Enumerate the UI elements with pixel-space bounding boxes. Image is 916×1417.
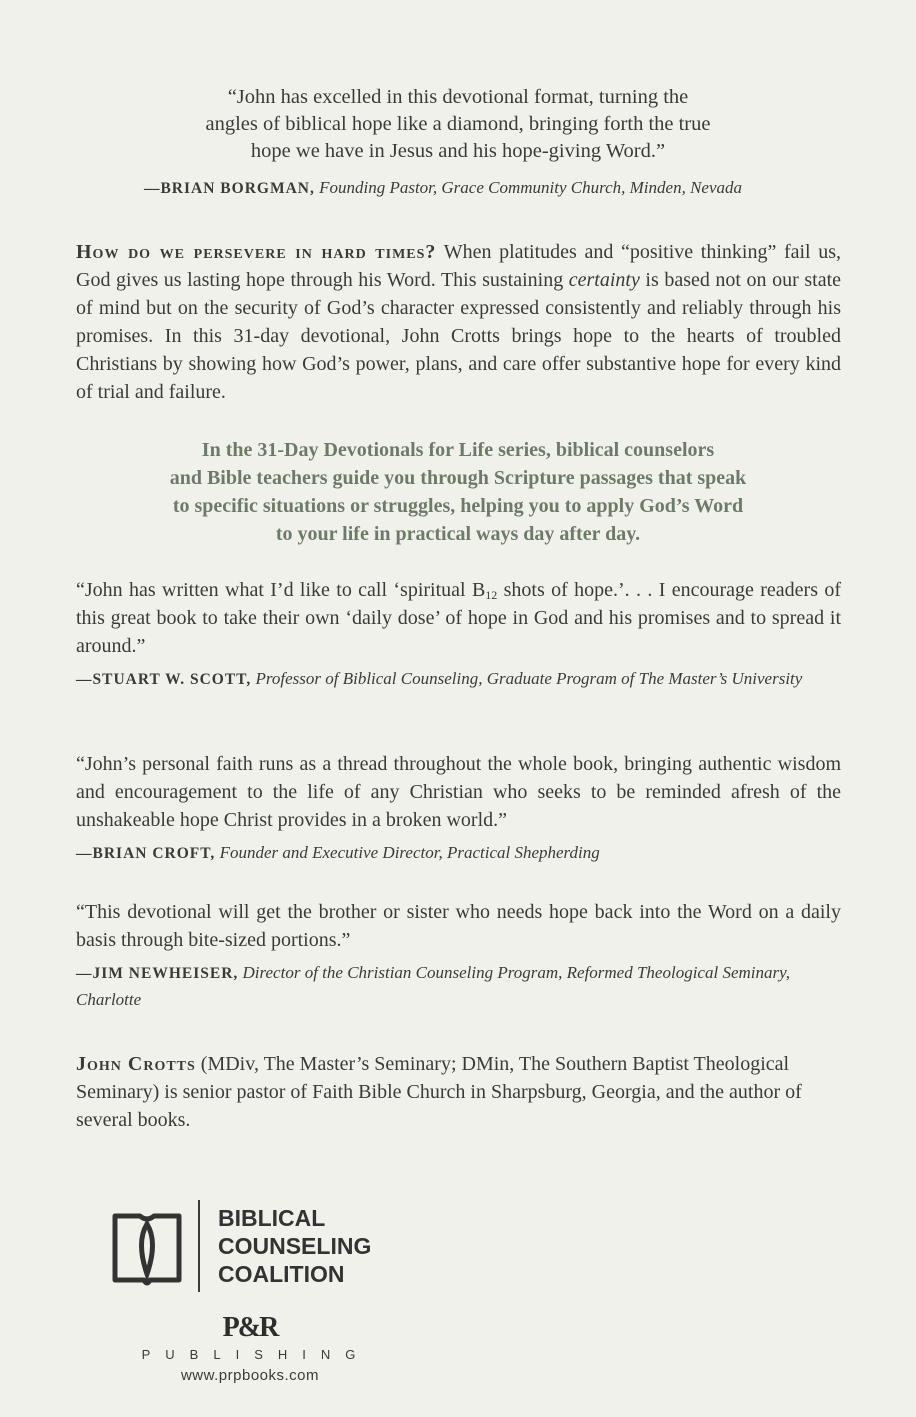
series-line: to your life in practical ways day after day. [275,523,641,545]
bcc-line: COALITION [218,1261,345,1287]
quote-text: shots of hope.’. . . I encourage readers of this great book to take their own ‘daily dose’ of hope in God and his promises and to spread it around.” [76,579,841,657]
top-endorsement-quote [120,84,796,165]
description-lead: How do we persevere in hard times? [76,241,437,263]
bcc-name [218,1204,371,1288]
bcc-line: BIBLICAL [218,1205,326,1231]
publisher-block [110,1314,390,1384]
quote-line: angles of biblical hope like a diamond, bringing forth the true [205,113,711,135]
open-book-icon [112,1208,182,1288]
endorsement [76,576,841,693]
endorsement-quote: “John’s personal faith runs as a thread throughout the whole book, bringing authentic wisdom and encouragement to the life of any Christian who seeks to be reminded afresh of the unshakeable hope Christ provides in a broken world.” [76,753,841,831]
top-endorsement-attribution [40,176,846,201]
endorser-name: —BRIAN BORGMAN, [143,180,315,197]
series-note [100,436,816,548]
subscript: 12 [485,588,498,602]
endorser-name: —JIM NEWHEISER, [76,965,239,982]
publisher-label: PUBLISHING [141,1347,371,1362]
publisher-url: www.prpbooks.com [180,1367,320,1384]
logo-divider [198,1200,200,1292]
endorsement [76,750,841,867]
endorsement-attribution [76,840,841,867]
quote-text: “John has written what I’d like to call ‘spiritual B [76,579,486,601]
series-line: to specific situations or struggles, helping you to apply God’s Word [172,495,744,517]
bcc-logo [112,1200,412,1295]
author-bio-text: (MDiv, The Master’s Seminary; DMin, The Southern Baptist Theological Seminary) is senior pastor of Faith Bible Church in Sharpsburg, Georgia, and the author of several books. [76,1053,802,1131]
endorsement-attribution [76,960,841,1013]
bcc-line: COUNSELING [218,1233,372,1259]
endorser-role: Founding Pastor, Grace Community Church, Minden, Nevada [319,178,743,197]
description-text: is based not on our state of mind but on the security of God’s character expressed consistently and reliably through his promises. In this 31-day devotional, John Crotts brings hope to the hearts of troubled Christians by showing how God’s power, plans, and care offer substantive hope for every kind of trial and failure. [76,269,842,403]
book-description [76,238,841,406]
author-bio [76,1050,841,1134]
description-text: When platitudes and “positive thinking” fail us, God gives us lasting hope through his Word. This sustaining [76,241,841,291]
endorsement-attribution [76,666,841,693]
endorser-role: Director of the Christian Counseling Program, Reformed Theological Seminary, Charlotte [76,963,790,1009]
endorser-role: Founder and Executive Director, Practical Shepherding [219,843,600,862]
endorsement-quote [76,576,841,660]
series-line: and Bible teachers guide you through Scripture passages that speak [169,467,747,489]
quote-line: “John has excelled in this devotional format, turning the [227,86,689,108]
author-name: John Crotts [76,1053,196,1075]
endorsement-quote: “This devotional will get the brother or sister who needs hope back into the Word on a daily basis through bite-sized portions.” [76,901,841,951]
quote-line: hope we have in Jesus and his hope-giving Word.” [250,140,666,162]
endorser-name: —BRIAN CROFT, [76,845,216,862]
series-line: In the 31-Day Devotionals for Life series, biblical counselors [201,439,715,461]
endorser-name: —STUART W. SCOTT, [76,671,252,688]
publisher-logo: P&R [222,1312,278,1343]
endorser-role: Professor of Biblical Counseling, Graduate Program of The Master’s University [255,669,803,688]
description-emphasis: certainty [568,269,640,291]
endorsement [76,898,841,1013]
